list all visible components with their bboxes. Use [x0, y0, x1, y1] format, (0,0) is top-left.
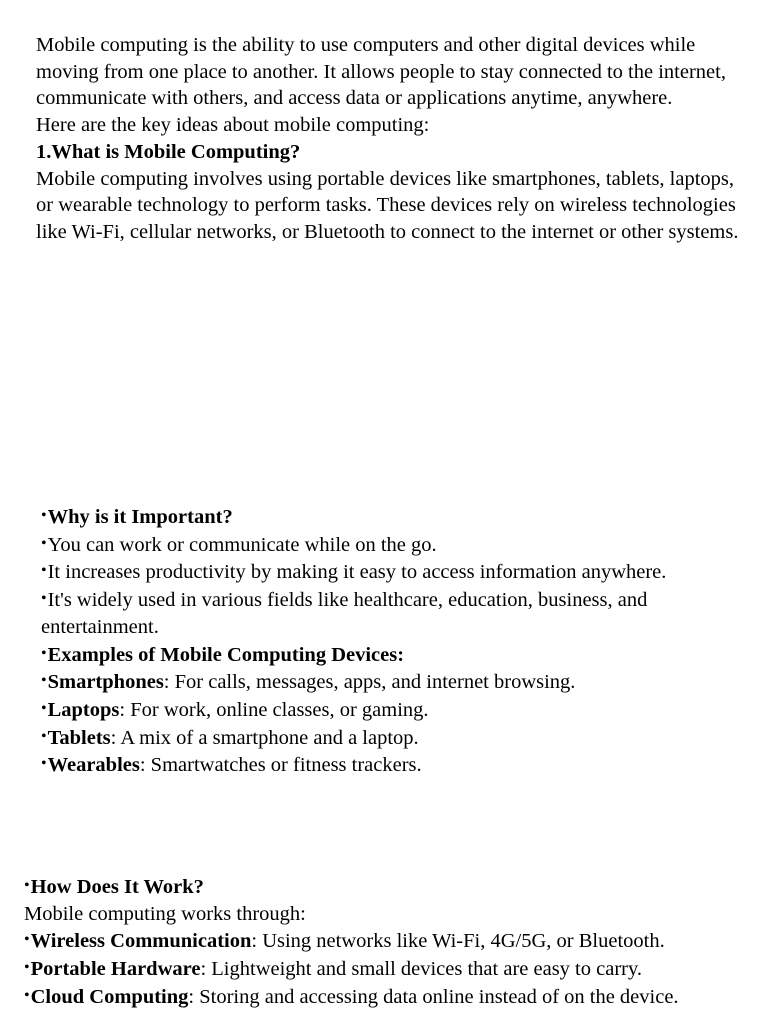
bullet-icon: •: [24, 986, 30, 1004]
list-item-term: Wearables: [47, 754, 140, 777]
list-item: [24, 983, 754, 1011]
bullet-icon: •: [24, 877, 30, 894]
what-paragraph: Mobile computing involves using portable devices like smartphones, tablets, laptops, or wearable technology to perform tasks. These devices rely on wireless technologies like Wi-Fi, cellular networks, or Bluetooth to connect to the internet or other systems.: [36, 167, 739, 243]
list-item: [24, 927, 754, 955]
bullet-icon: •: [41, 590, 47, 608]
list-item-term: Wireless Communication: [30, 930, 252, 953]
list-item: [24, 955, 754, 983]
why-heading: Why is it Important?: [47, 506, 233, 528]
how-intro: Mobile computing works through:: [24, 902, 306, 925]
list-item-desc: : Storing and accessing data online instead of on the device.: [188, 985, 679, 1008]
list-item: [41, 724, 753, 752]
list-item: [41, 668, 753, 696]
list-item-desc: : Lightweight and small devices that are easy to carry.: [200, 958, 643, 981]
bullet-icon: •: [41, 534, 47, 552]
list-item-text: You can work or communicate while on the go.: [47, 533, 437, 556]
bullet-heading-how: [24, 873, 754, 901]
bullet-icon: •: [41, 755, 47, 773]
why-section: [41, 503, 753, 779]
bullet-icon: •: [41, 699, 47, 717]
bullet-icon: •: [41, 507, 47, 524]
list-item-term: Tablets: [47, 726, 111, 749]
how-heading: How Does It Work?: [30, 876, 204, 898]
intro-section: [36, 32, 748, 246]
intro-paragraph: Mobile computing is the ability to use computers and other digital devices while moving from one place to another. It allows people to stay connected to the internet, communicate with others, and access data or applications anytime, anywhere.: [36, 34, 726, 110]
list-item-desc: : A mix of a smartphone and a laptop.: [110, 726, 419, 749]
list-item-text: It's widely used in various fields like healthcare, education, business, and entertainment.: [41, 589, 648, 638]
bullet-icon: •: [41, 644, 47, 662]
list-item-text: It increases productivity by making it easy to access information anywhere.: [47, 561, 667, 584]
list-item-term: Portable Hardware: [30, 958, 201, 981]
bullet-heading-examples: [41, 641, 753, 669]
bullet-heading-why: [41, 503, 753, 531]
examples-heading: Examples of Mobile Computing Devices:: [47, 643, 405, 666]
bullet-icon: •: [41, 562, 47, 580]
bullet-icon: •: [41, 672, 47, 690]
intro-lead-in: Here are the key ideas about mobile computing:: [36, 114, 430, 137]
bullet-icon: •: [41, 727, 47, 745]
list-item-term: Laptops: [47, 698, 120, 721]
list-item: [41, 696, 753, 724]
list-item: [41, 586, 753, 640]
how-section: [24, 873, 754, 1011]
bullet-icon: •: [24, 931, 30, 949]
list-item: [41, 558, 753, 586]
list-item: [41, 751, 753, 779]
list-item-desc: : Using networks like Wi-Fi, 4G/5G, or Bluetooth.: [251, 930, 665, 953]
section-heading-what: 1.What is Mobile Computing?: [36, 140, 301, 163]
bullet-icon: •: [24, 959, 30, 977]
list-item-desc: : For calls, messages, apps, and internet browsing.: [163, 671, 576, 694]
list-item: [41, 531, 753, 559]
list-item-term: Smartphones: [47, 671, 164, 694]
list-item-desc: : For work, online classes, or gaming.: [119, 698, 429, 721]
list-item-desc: : Smartwatches or fitness trackers.: [139, 754, 422, 777]
list-item-term: Cloud Computing: [30, 985, 189, 1008]
